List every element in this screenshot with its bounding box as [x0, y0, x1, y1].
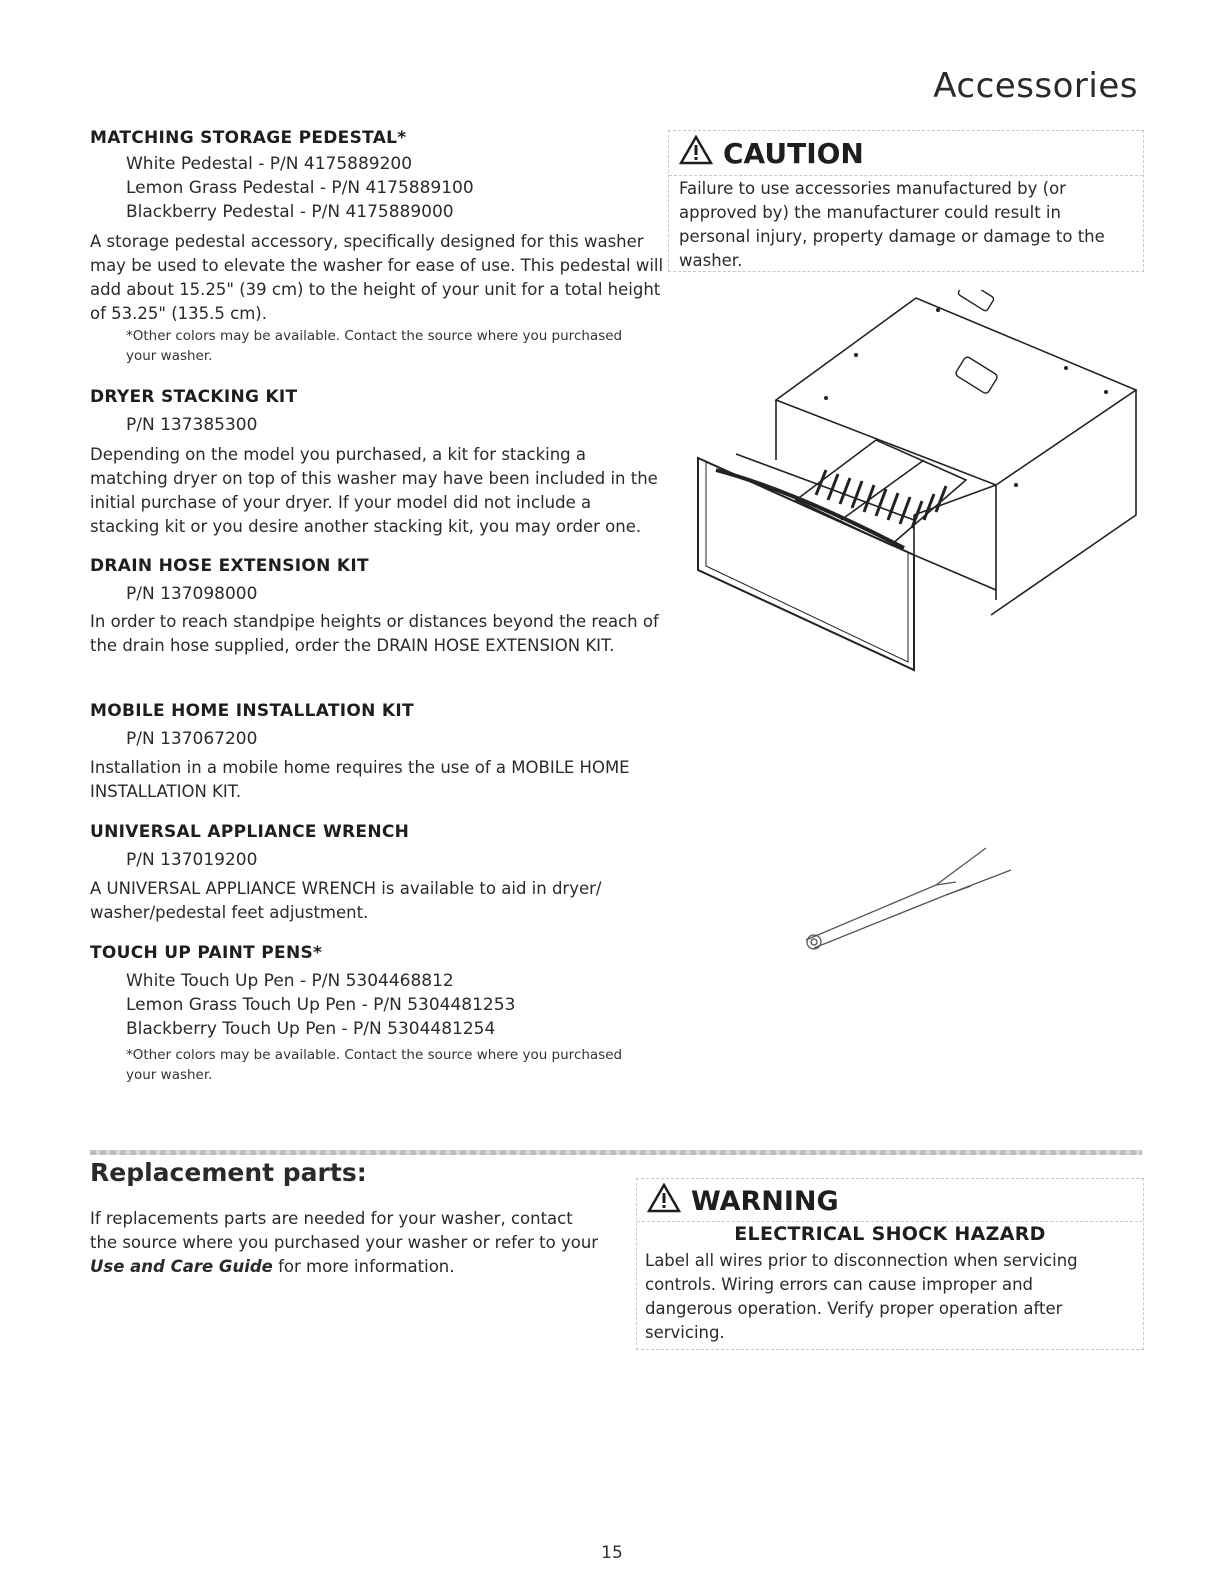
warning-triangle-icon [679, 135, 713, 172]
replacement-body-end: for more information. [272, 1257, 455, 1276]
wrench-heading: UNIVERSAL APPLIANCE WRENCH [90, 822, 410, 842]
wrench-illustration [796, 840, 1016, 960]
use-and-care-guide: Use and Care Guide [90, 1257, 273, 1276]
caution-text: Failure to use accessories manufactured by (or approved by) the manufacturer could result in personal injury, property damage or damage to the washer. [679, 179, 1105, 270]
paint-note: *Other colors may be available. Contact the source where you purchased your washer. [126, 1047, 623, 1083]
page-number: 15 [601, 1543, 623, 1563]
pedestal-item-blackberry: Blackberry Pedestal - P/N 4175889000 [126, 202, 454, 222]
dryer-kit-heading: DRYER STACKING KIT [90, 387, 298, 407]
paint-item-white: White Touch Up Pen - P/N 5304468812 [126, 971, 454, 991]
dryer-kit-part: P/N 137385300 [126, 415, 258, 435]
warning-triangle-icon [647, 1183, 681, 1220]
drain-kit-heading: DRAIN HOSE EXTENSION KIT [90, 556, 369, 576]
caution-box [668, 130, 1144, 272]
pedestal-item-white: White Pedestal - P/N 4175889200 [126, 154, 413, 174]
wrench-part: P/N 137019200 [126, 850, 258, 870]
paint-item-blackberry: Blackberry Touch Up Pen - P/N 5304481254 [126, 1019, 496, 1039]
dryer-kit-description: Depending on the model you purchased, a kit for stacking a matching dryer on top of this washer may have been included in the initial purchase of your dryer. If your model did not include a stacking kit or you desire another stacking kit, you may order one. [90, 445, 658, 536]
warning-text: Label all wires prior to disconnection when servicing controls. Wiring errors can cause improper and dangerous operation. Verify proper operation after servicing. [645, 1251, 1078, 1342]
caution-title: CAUTION [723, 137, 864, 170]
warning-subtitle: ELECTRICAL SHOCK HAZARD [734, 1223, 1046, 1245]
pedestal-heading: MATCHING STORAGE PEDESTAL* [90, 128, 407, 148]
drain-kit-part: P/N 137098000 [126, 584, 258, 604]
pedestal-item-lemon-grass: Lemon Grass Pedestal - P/N 4175889100 [126, 178, 474, 198]
pedestal-illustration [676, 290, 1146, 675]
warning-title: WARNING [691, 1186, 839, 1217]
mobile-kit-description: Installation in a mobile home requires the use of a MOBILE HOME INSTALLATION KIT. [90, 758, 630, 801]
section-divider [90, 1150, 1142, 1155]
replacement-body-start: If replacements parts are needed for your washer, contact the source where you purchased your washer or refer to your [90, 1209, 599, 1252]
mobile-kit-part: P/N 137067200 [126, 729, 258, 749]
warning-box [636, 1178, 1144, 1350]
mobile-kit-heading: MOBILE HOME INSTALLATION KIT [90, 701, 414, 721]
paint-item-lemon-grass: Lemon Grass Touch Up Pen - P/N 5304481253 [126, 995, 516, 1015]
pedestal-note: *Other colors may be available. Contact the source where you purchased your washer. [126, 328, 623, 364]
pedestal-description: A storage pedestal accessory, specifically designed for this washer may be used to elevate the washer for ease of use. This pedestal will add about 15.25" (39 cm) to the height of your unit for a total height of 53.25" (135.5 cm). [90, 232, 664, 323]
page-title: Accessories [933, 66, 1138, 106]
paint-heading: TOUCH UP PAINT PENS* [90, 943, 323, 963]
wrench-description: A UNIVERSAL APPLIANCE WRENCH is available to aid in dryer/ washer/pedestal feet adjustment. [90, 879, 602, 922]
replacement-text [90, 1207, 600, 1279]
replacement-heading: Replacement parts: [90, 1158, 367, 1187]
drain-kit-description: In order to reach standpipe heights or distances beyond the reach of the drain hose supplied, order the DRAIN HOSE EXTENSION KIT. [90, 612, 659, 655]
